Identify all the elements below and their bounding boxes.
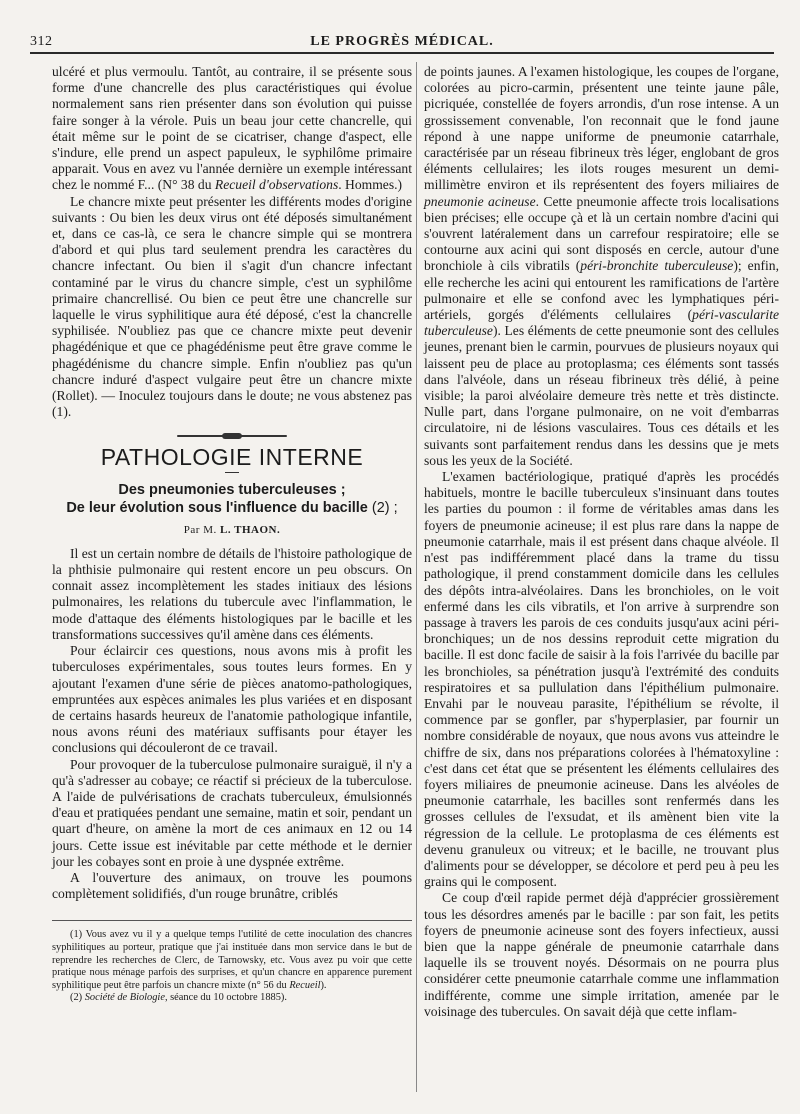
paragraph: ulcéré et plus vermoulu. Tantôt, au contraire, il se présente sous forme d'une chancrelle des plus caractéristiques qui évolue normalement sans rien présenter dans son évolution qui puisse faire songer à la vérole. Puis un beau jour cette chancrelle, qui était même sur le point de se cicatriser, change d'aspect, elle s'indure, elle prend un aspect papuleux, le syphilôme primaire apparait. Vous en avez vu l'année dernière un exemple intéressant chez le nommé F... (N° 38 du Recueil d'observations. Hommes.) bbox=[52, 64, 412, 193]
right-column bbox=[424, 64, 779, 1020]
paragraph: de points jaunes. A l'examen histologique, les coupes de l'organe, colorées au picro-carmin, présentent une teinte jaune pâle, picriquée, constellée de foyers arrondis, d'un rose intense. A un grossissement convenable, l'on reconnait que le fond jaune répond à une nappe uniforme de pneumonie catarrhale, caractérisée par un réseau fibrineux très léger, englobant de gros éléments cellulaires; les ilots rouges mesurent un demi-millimètre environ et ils représentent des foyers miliaires de pneumonie acineuse. Cette pneumonie affecte trois localisations bien précises; elle occupe çà et là un certain nombre d'acini qui s'ouvrent latéralement dans un carrefour respiratoire; elle se contourne aux acini qui sont disposés en cercle, autour d'une bronchiole à cils vibratils (péri-bronchite tuberculeuse); enfin, elle recherche les acini qui entourent les ramifications de l'artère pulmonaire et elle se confond avec les lymphatiques péri-artériels, gorgés d'éléments cellulaires (péri-vascularite tuberculeuse). Les éléments de cette pneumonie sont des cellules jeunes, prenant bien le carmin, pourvues de plusieurs noyaux qui laissent peu de place au protoplasma; ces éléments sont tassés dans l'alvéole, dans un réseau fibrineux très délié, à peine visible; la paroi alvéolaire demeure très nette et très distincte. Nulle part, dans l'organe pulmonaire, on ne voit d'embarras circulatoire, ni de lésions vasculaires. Tous ces détails et les suivants sont parfaitement rendus dans les dessins que je mets sous les yeux de la Société. bbox=[424, 64, 779, 468]
paragraph: L'examen bactériologique, pratiqué d'après les procédés habituels, montre le bacille tuberculeux s'insinuant dans toutes les parties du poumon : il forme de véritables amas dans les foyers de pneumonie acineuse; il est plus rare dans la nappe de pneumonie catarrhale, mais il est présent dans chaque alvéole. Il n'est pas indifféremment placé dans la trame du tissu pathologique, il prend constamment domicile dans les cellules des dépôts intra-alvéolaires. Dans les bronchioles, on le voit enfermé dans les cils vibratils, et l'on arrive à surprendre son passage à travers les parois de ces conduits jusqu'aux acini péri-bronchiques; un de nos dessins reproduit cette migration du bacille. Il est donc facile de saisir à la fois l'arrivée du bacille par les bronchioles, sa pénétration jusqu'à l'extrémité des conduits respiratoires et sa pullulation dans l'épithélium pulmonaire. Envahi par le nouveau parasite, l'épithélium se révolte, il commence par se gonfler, par s'hyperplasier, par fournir un nombre considérable de noyaux, que nous avons vus atteindre le chiffre de six, dans nos préparations colorées à l'hématoxyline : c'est dans cet état que se présentent les éléments cellulaires des foyers miliaires de pneumonie acineuse. Dans les alvéoles de pneumonie catarrhale, les bacilles sont renfermés dans les grosses cellules de l'exsudat, et ils amènent bien vite la régression de la cellule. Le protoplasma de ces éléments est devenu granuleux ou vitreux; et le bacille, ne trouvant plus d'aliments pour se développer, se décolore et perd peu à peu les grains qui le composent. bbox=[424, 469, 779, 890]
byline: Par M. L. THAON. bbox=[183, 523, 281, 536]
short-rule bbox=[225, 472, 239, 473]
column-divider bbox=[416, 62, 417, 1092]
paragraph: A l'ouverture des animaux, on trouve les poumons complètement solidifiés, d'un rouge brunâtre, criblés bbox=[52, 869, 412, 902]
article-title: Des pneumonies tuberculeuses ; De leur évolution sous l'influence du bacille (2) ; bbox=[66, 481, 398, 516]
author-name: L. THAON. bbox=[219, 523, 281, 536]
paragraph: Pour éclaircir ces questions, nous avons mis à profit les tuberculoses expérimentales, sous toutes leurs formes. En y ajoutant l'examen d'une série de pièces anatomo-pathologiques, empruntées aux espèces animales les plus variées et en disposant de certains hasards heureux de l'anatomie pathologique infantile, nous avons réuni des matériaux suffisants pour étayer les conclusions qui découleront de ce travail. bbox=[52, 643, 412, 756]
section-heading: PATHOLOGIE INTERNE bbox=[100, 444, 364, 471]
paragraph: Le chancre mixte peut présenter les différents modes d'origine suivants : Ou bien les deux virus ont été déposés simultanément et, dans ce cas-là, ce sera le chancre simple qui se montrera d'abord et qui plus tard seulement prendra les caractères du chancre infectant. Ou bien il s'agit d'un chancre infectant contaminé par le virus du chancre simple, c'est un syphilôme primaire chancrellisé. Ou bien ce peut être une chancrelle sur laquelle le virus syphilitique aura été déposé, c'est la chancrelle syphilisée. N'oubliez pas que ce chancre mixte peut devenir phagédénique et que ce phagédénisme peut être grave comme le phagédénisme du chancre simple. Enfin n'oubliez pas qu'un chancre induré d'aspect vulgaire peut être un chancre mixte (Rollet). — Inoculez toujours dans le doute; ne vous abstenez pas (1). bbox=[52, 193, 412, 420]
paragraph: Pour provoquer de la tuberculose pulmonaire suraiguë, il n'y a qu'à s'adresser au cobaye; ce réactif si précieux de la tuberculose. A l'aide de pulvérisations de crachats tuberculeux, émulsionnés d'eau et pratiquées pendant une semaine, matin et soir, pendant un quart d'heure, on amène la mort de ces animaux en 12 ou 14 jours. Cette issue est inévitable par cette méthode et le dernier jour les cobayes sont en proie à une dyspnée extrême. bbox=[52, 756, 412, 869]
left-column bbox=[52, 64, 412, 1005]
journal-title: LE PROGRÈS MÉDICAL. bbox=[310, 34, 494, 49]
page-header bbox=[30, 30, 774, 54]
page-number: 312 bbox=[30, 34, 53, 49]
paragraph: Il est un certain nombre de détails de l'histoire pathologique de la phthisie pulmonaire qui restent encore un peu obscurs. On connait assez incomplètement les stades initiaux des lésions pulmonaires, les relations du tubercule avec l'inflammation, le mode d'attaque des éléments histologiques par le bacille et les transformations successives qu'il amène dans ces éléments. bbox=[52, 545, 412, 642]
paragraph: Ce coup d'œil rapide permet déjà d'apprécier grossièrement tous les désordres amenés par le bacille : par son fait, les petits foyers de pneumonie acineuse sont des foyers infectieux, aussi bien que la nappe générale de pneumonie catarrhale dans laquelle ils se trouvent noyés. Désormais on ne pourra plus considérer cette pneumonie catarrhale comme une inflammation indifférente, comme une simple irritation, amenée par le voisinage des tubercules. On savait déjà que cette inflam- bbox=[424, 890, 779, 1019]
footnote-rule bbox=[52, 920, 412, 921]
footnote-2: (2) Société de Biologie, séance du 10 octobre 1885). bbox=[70, 992, 287, 1004]
ornament-divider bbox=[177, 433, 287, 439]
footnote-1: (1) Vous avez vu il y a quelque temps l'utilité de cette inoculation des chancres syphilitiques au porteur, pratique que j'ai instituée dans mon service dans le but de reprendre les recherches de Clerc, de Tarnowsky, etc. Vous avez pu voir que cette pratique nous ménage parfois des surprises, et qu'un chancre en apparence purement syphilitique peut être parfois un chancre mixte (n° 56 du Recueil). bbox=[52, 929, 412, 991]
